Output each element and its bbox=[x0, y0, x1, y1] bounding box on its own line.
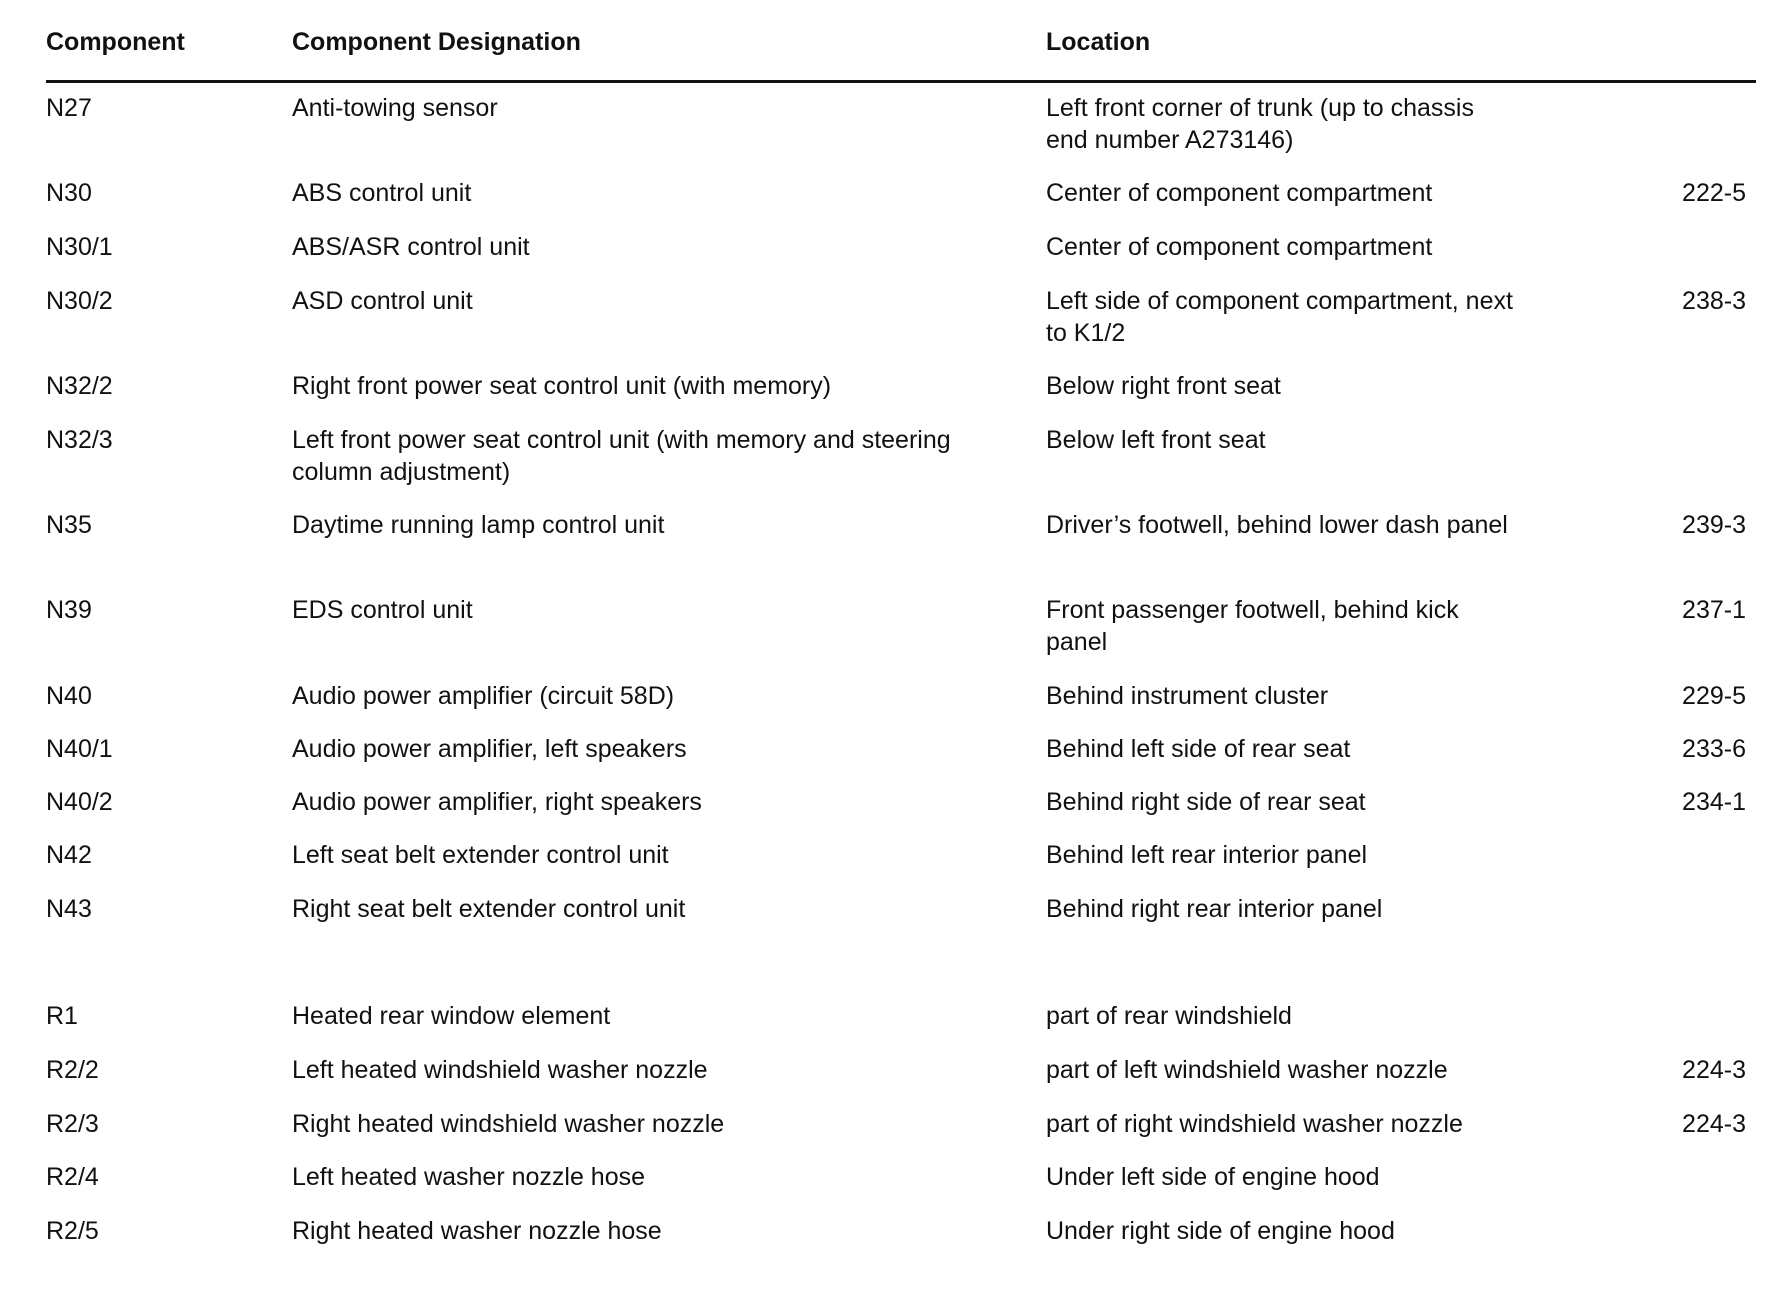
cell-location: Front passenger footwell, behind kick panel bbox=[1046, 596, 1459, 656]
cell-component: N39 bbox=[46, 596, 92, 624]
cell-designation: Audio power amplifier (circuit 58D) bbox=[292, 682, 675, 710]
cell-designation: Audio power amplifier, left speakers bbox=[292, 735, 687, 763]
cell-component: N40/1 bbox=[46, 735, 113, 763]
cell-reference: 229-5 bbox=[1682, 682, 1746, 710]
cell-component: N32/2 bbox=[46, 372, 113, 400]
cell-designation: Left seat belt extender control unit bbox=[292, 841, 669, 869]
cell-designation: Left front power seat control unit (with memory and steering column adjustment) bbox=[292, 426, 951, 486]
cell-reference: 234-1 bbox=[1682, 788, 1746, 816]
cell-component: N30/1 bbox=[46, 233, 113, 261]
cell-location: Behind left side of rear seat bbox=[1046, 735, 1351, 763]
cell-component: N30 bbox=[46, 179, 92, 207]
cell-component: N35 bbox=[46, 511, 92, 539]
cell-reference: 224-3 bbox=[1682, 1056, 1746, 1084]
cell-location: Left front corner of trunk (up to chassis end number A273146) bbox=[1046, 94, 1474, 154]
cell-designation: Right seat belt extender control unit bbox=[292, 895, 686, 923]
cell-component: N40/2 bbox=[46, 788, 113, 816]
cell-designation: ABS/ASR control unit bbox=[292, 233, 530, 261]
cell-reference: 224-3 bbox=[1682, 1110, 1746, 1138]
cell-location: part of left windshield washer nozzle bbox=[1046, 1056, 1448, 1084]
cell-designation: Anti-towing sensor bbox=[292, 94, 498, 122]
cell-location: Under right side of engine hood bbox=[1046, 1217, 1395, 1245]
header-location: Location bbox=[1046, 28, 1151, 56]
cell-designation: Audio power amplifier, right speakers bbox=[292, 788, 702, 816]
cell-reference: 237-1 bbox=[1682, 596, 1746, 624]
cell-designation: Right heated washer nozzle hose bbox=[292, 1217, 662, 1245]
cell-component: R2/3 bbox=[46, 1110, 99, 1138]
cell-component: R2/5 bbox=[46, 1217, 99, 1245]
cell-location: Under left side of engine hood bbox=[1046, 1163, 1380, 1191]
cell-location: Behind right rear interior panel bbox=[1046, 895, 1383, 923]
cell-location: Left side of component compartment, next to K1/2 bbox=[1046, 287, 1513, 347]
cell-location: Behind left rear interior panel bbox=[1046, 841, 1368, 869]
cell-component: R1 bbox=[46, 1002, 78, 1030]
cell-location: Below right front seat bbox=[1046, 372, 1281, 400]
header-component: Component bbox=[46, 28, 185, 56]
cell-designation: EDS control unit bbox=[292, 596, 473, 624]
cell-location: Behind instrument cluster bbox=[1046, 682, 1329, 710]
cell-location: Driver’s footwell, behind lower dash panel bbox=[1046, 511, 1508, 539]
cell-location: part of right windshield washer nozzle bbox=[1046, 1110, 1463, 1138]
cell-location: Below left front seat bbox=[1046, 426, 1266, 454]
cell-location: Center of component compartment bbox=[1046, 233, 1433, 261]
cell-component: N43 bbox=[46, 895, 92, 923]
cell-component: N32/3 bbox=[46, 426, 113, 454]
cell-component: N27 bbox=[46, 94, 92, 122]
cell-reference: 222-5 bbox=[1682, 179, 1746, 207]
cell-designation: Left heated washer nozzle hose bbox=[292, 1163, 646, 1191]
cell-designation: Heated rear window element bbox=[292, 1002, 611, 1030]
cell-component: N42 bbox=[46, 841, 92, 869]
cell-reference: 238-3 bbox=[1682, 287, 1746, 315]
cell-designation: Daytime running lamp control unit bbox=[292, 511, 665, 539]
cell-designation: ABS control unit bbox=[292, 179, 472, 207]
cell-reference: 233-6 bbox=[1682, 735, 1746, 763]
cell-location: Behind right side of rear seat bbox=[1046, 788, 1366, 816]
cell-component: R2/2 bbox=[46, 1056, 99, 1084]
cell-designation: ASD control unit bbox=[292, 287, 473, 315]
cell-location: Center of component compartment bbox=[1046, 179, 1433, 207]
table-header bbox=[46, 24, 1756, 83]
cell-reference: 239-3 bbox=[1682, 511, 1746, 539]
cell-designation: Right front power seat control unit (with memory) bbox=[292, 372, 832, 400]
cell-designation: Left heated windshield washer nozzle bbox=[292, 1056, 708, 1084]
cell-designation: Right heated windshield washer nozzle bbox=[292, 1110, 725, 1138]
cell-location: part of rear windshield bbox=[1046, 1002, 1292, 1030]
cell-component: R2/4 bbox=[46, 1163, 99, 1191]
header-designation: Component Designation bbox=[292, 28, 581, 56]
cell-component: N40 bbox=[46, 682, 92, 710]
cell-component: N30/2 bbox=[46, 287, 113, 315]
